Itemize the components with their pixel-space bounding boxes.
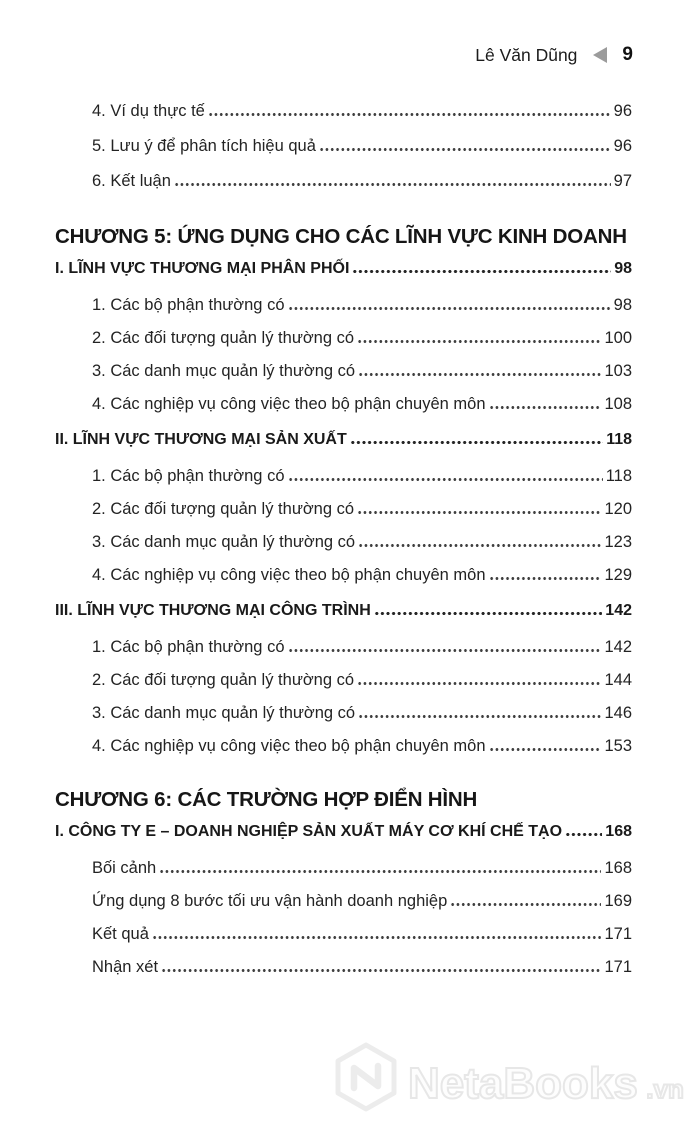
dot-leader [358, 715, 601, 718]
toc-row [55, 704, 632, 737]
toc-entry-label: CHƯƠNG 5: ỨNG DỤNG CHO CÁC LĨNH VỰC KINH DOANH [55, 225, 627, 248]
toc-entry-label: 4. Các nghiệp vụ công việc theo bộ phận chuyên môn [92, 737, 486, 755]
toc-page-number: 169 [604, 892, 632, 910]
toc-entry-label: Bối cảnh [92, 859, 157, 877]
toc-page-number: 142 [604, 638, 632, 656]
toc-page-number: 108 [604, 395, 632, 413]
toc-row [55, 260, 632, 296]
toc-entry-label: Kết quả [92, 925, 149, 943]
toc-row [55, 566, 632, 599]
dot-leader [374, 612, 603, 615]
toc-row [55, 737, 632, 770]
toc-entry-label: 2. Các đối tượng quản lý thường có [92, 671, 355, 689]
toc-entry-label: II. LĨNH VỰC THƯƠNG MẠI SẢN XUẤT [55, 431, 347, 448]
page-number: 9 [622, 44, 633, 65]
running-header [475, 44, 633, 66]
toc-page-number: 120 [604, 500, 632, 518]
toc-row [55, 467, 632, 500]
toc-row [55, 671, 632, 704]
table-of-contents [55, 102, 632, 991]
toc-page-number: 98 [614, 260, 632, 277]
toc-row [55, 892, 632, 925]
toc-row [55, 780, 632, 820]
toc-row [55, 925, 632, 958]
toc-entry-label: 6. Kết luận [92, 172, 171, 190]
toc-page-number: 97 [613, 172, 632, 190]
toc-entry-label: CHƯƠNG 6: CÁC TRƯỜNG HỢP ĐIỂN HÌNH [55, 788, 478, 811]
toc-row [55, 362, 632, 395]
toc-entry-label: 1. Các bộ phận thường có [92, 296, 285, 314]
watermark-text: NetaBooks .vn [408, 1059, 684, 1108]
toc-entry-label: 3. Các danh mục quản lý thường có [92, 704, 356, 722]
dot-leader [174, 183, 611, 186]
toc-entry-label: 1. Các bộ phận thường có [92, 467, 285, 485]
dot-leader [161, 969, 601, 972]
toc-row [55, 602, 632, 638]
author-name: Lê Văn Dũng [475, 44, 578, 65]
toc-entry-label: 2. Các đối tượng quản lý thường có [92, 329, 355, 347]
toc-row [55, 102, 632, 137]
toc-entry-label: 5. Lưu ý để phân tích hiệu quả [92, 137, 316, 155]
toc-page-number: 96 [613, 137, 632, 155]
toc-page-number: 118 [605, 467, 632, 485]
toc-entry-label: 1. Các bộ phận thường có [92, 638, 285, 656]
toc-row [55, 217, 632, 257]
toc-row [55, 958, 632, 991]
toc-entry-label: 3. Các danh mục quản lý thường có [92, 362, 356, 380]
toc-entry-label: Nhận xét [92, 958, 159, 976]
dot-leader [288, 478, 603, 481]
toc-page-number: 146 [604, 704, 632, 722]
dot-leader [565, 833, 602, 836]
dot-leader [352, 270, 611, 273]
toc-page-number: 118 [606, 431, 632, 448]
toc-page-number: 171 [604, 925, 632, 943]
toc-row [55, 395, 632, 428]
toc-page-number: 96 [613, 102, 632, 120]
toc-entry-label: I. CÔNG TY E – DOANH NGHIỆP SẢN XUẤT MÁY CƠ KHÍ CHẾ TẠO [55, 823, 563, 840]
toc-entry-label: 4. Các nghiệp vụ công việc theo bộ phận chuyên môn [92, 566, 486, 584]
toc-page-number: 168 [605, 823, 632, 840]
dot-leader [208, 113, 611, 116]
toc-row [55, 500, 632, 533]
dot-leader [357, 682, 601, 685]
left-triangle-icon [593, 47, 607, 63]
toc-row [55, 823, 632, 859]
toc-page-number: 168 [604, 859, 632, 877]
toc-page-number: 100 [604, 329, 632, 347]
toc-row [55, 296, 632, 329]
toc-row [55, 431, 632, 467]
toc-page-number: 153 [604, 737, 632, 755]
dot-leader [350, 441, 603, 444]
dot-leader [159, 870, 601, 873]
toc-row [55, 137, 632, 172]
dot-leader [450, 903, 601, 906]
toc-entry-label: III. LĨNH VỰC THƯƠNG MẠI CÔNG TRÌNH [55, 602, 371, 619]
toc-page-number: 144 [604, 671, 632, 689]
toc-page-number: 103 [604, 362, 632, 380]
dot-leader [358, 373, 601, 376]
toc-page-number: 98 [613, 296, 632, 314]
toc-page-number: 129 [604, 566, 632, 584]
hexagon-n-icon [338, 1045, 394, 1109]
dot-leader [489, 406, 602, 409]
toc-row [55, 533, 632, 566]
toc-entry-label: 4. Các nghiệp vụ công việc theo bộ phận chuyên môn [92, 395, 486, 413]
toc-page-number: 171 [604, 958, 632, 976]
toc-page-number: 142 [605, 602, 632, 619]
toc-entry-label: 2. Các đối tượng quản lý thường có [92, 500, 355, 518]
dot-leader [357, 340, 601, 343]
dot-leader [288, 649, 602, 652]
toc-row [55, 859, 632, 892]
toc-entry-label: Ứng dụng 8 bước tối ưu vận hành doanh nghiệp [92, 892, 448, 910]
toc-row [55, 329, 632, 362]
dot-leader [489, 748, 602, 751]
toc-row [55, 638, 632, 671]
toc-entry-label: 4. Ví dụ thực tế [92, 102, 205, 120]
dot-leader [357, 511, 601, 514]
toc-entry-label: 3. Các danh mục quản lý thường có [92, 533, 356, 551]
dot-leader [489, 577, 602, 580]
dot-leader [358, 544, 601, 547]
toc-page-number: 123 [604, 533, 632, 551]
dot-leader [288, 307, 611, 310]
netabooks-watermark [332, 1042, 700, 1114]
dot-leader [319, 148, 611, 151]
dot-leader [152, 936, 602, 939]
toc-row [55, 172, 632, 207]
toc-entry-label: I. LĨNH VỰC THƯƠNG MẠI PHÂN PHỐI [55, 260, 350, 277]
